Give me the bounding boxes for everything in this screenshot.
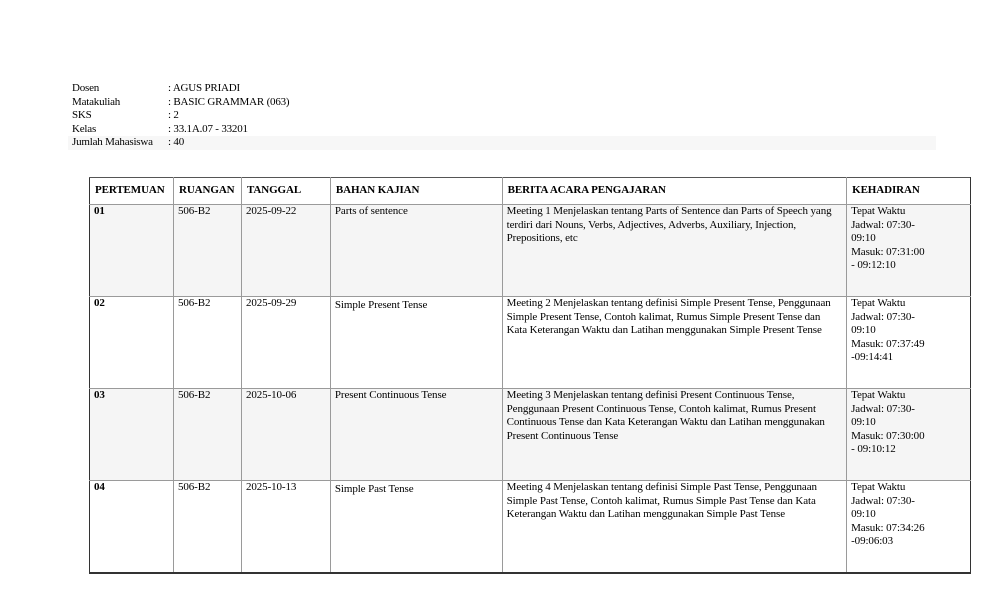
attendance-check-out: -09:06:03 <box>851 535 893 548</box>
attendance <box>847 205 971 297</box>
info-row-student-count <box>68 136 936 150</box>
teaching-report: Meeting 1 Menjelaskan tentang Parts of Sentence dan Parts of Speech yang terdiri dari Nouns, Verbs, Adjectives, Adverbs, Auxiliary, Injection, Prepositions, etc <box>502 205 846 297</box>
meeting-number: 02 <box>90 297 174 389</box>
attendance-schedule-end: 09:10 <box>851 324 876 337</box>
table-row <box>90 205 971 297</box>
attendance-check-in: Masuk: 07:34:26 <box>851 521 925 534</box>
header-report: BERITA ACARA PENGAJARAN <box>502 178 846 205</box>
topic: Parts of sentence <box>330 205 502 297</box>
info-value: : 2 <box>168 109 179 123</box>
attendance-check-out: - 09:12:10 <box>851 259 896 272</box>
table-header-row <box>90 178 971 205</box>
attendance-check-in: Masuk: 07:31:00 <box>851 245 925 258</box>
room: 506-B2 <box>173 205 241 297</box>
header-attendance: KEHADIRAN <box>847 178 971 205</box>
info-label: Matakuliah <box>72 95 121 108</box>
course-info <box>72 82 940 150</box>
attendance-schedule: Jadwal: 07:30- <box>851 402 915 415</box>
info-label: Kelas <box>72 122 97 135</box>
date: 2025-10-06 <box>241 389 330 481</box>
attendance-schedule-end: 09:10 <box>851 232 876 245</box>
info-value: : 40 <box>168 136 184 150</box>
info-row-credits <box>72 109 940 123</box>
attendance <box>847 389 971 481</box>
meeting-number: 03 <box>90 389 174 481</box>
attendance-schedule: Jadwal: 07:30- <box>851 310 915 323</box>
header-room: RUANGAN <box>173 178 241 205</box>
attendance-check-in: Masuk: 07:30:00 <box>851 429 925 442</box>
info-value: : AGUS PRIADI <box>168 82 240 96</box>
date: 2025-10-13 <box>241 481 330 573</box>
attendance-check-out: - 09:10:12 <box>851 443 896 456</box>
attendance-schedule-end: 09:10 <box>851 508 876 521</box>
header-meeting: PERTEMUAN <box>90 178 174 205</box>
table-row <box>90 389 971 481</box>
attendance-status: Tepat Waktu <box>851 297 906 309</box>
date: 2025-09-22 <box>241 205 330 297</box>
info-label: Dosen <box>72 82 100 94</box>
attendance-status: Tepat Waktu <box>851 389 906 401</box>
meeting-number: 04 <box>90 481 174 573</box>
room: 506-B2 <box>173 297 241 389</box>
attendance <box>847 297 971 389</box>
attendance-check-in: Masuk: 07:37:49 <box>851 337 925 350</box>
info-label: SKS <box>72 109 92 121</box>
topic <box>330 481 502 573</box>
attendance-status: Tepat Waktu <box>851 205 906 217</box>
header-topic: BAHAN KAJIAN <box>330 178 502 205</box>
header-date: TANGGAL <box>241 178 330 205</box>
teaching-report: Meeting 3 Menjelaskan tentang definisi Present Continuous Tense, Penggunaan Present Continuous Tense, Contoh kalimat, Rumus Present Continuous Tense dan Kata Keterangan Waktu dan Latihan menggunakan Present Continuous Tense <box>502 389 846 481</box>
attendance-schedule: Jadwal: 07:30- <box>851 218 915 231</box>
info-value: : 33.1A.07 - 33201 <box>168 123 248 137</box>
attendance-status: Tepat Waktu <box>851 481 906 493</box>
teaching-report: Meeting 4 Menjelaskan tentang definisi Simple Past Tense, Penggunaan Simple Past Tense, Contoh kalimat, Rumus Simple Past Tense dan Kata Keterangan Waktu dan Latihan menggunakan Simple Past Tense <box>502 481 846 573</box>
topic: Present Continuous Tense <box>330 389 502 481</box>
attendance-check-out: -09:14:41 <box>851 351 893 364</box>
room: 506-B2 <box>173 481 241 573</box>
info-row-lecturer <box>72 82 940 96</box>
topic-text: Simple Past Tense <box>334 483 414 495</box>
teaching-journal-table <box>89 177 971 574</box>
meeting-number: 01 <box>90 205 174 297</box>
date: 2025-09-29 <box>241 297 330 389</box>
topic-text: Simple Present Tense <box>334 299 428 311</box>
info-label: Jumlah Mahasiswa <box>72 136 153 148</box>
table-row <box>90 297 971 389</box>
attendance-schedule-end: 09:10 <box>851 416 876 429</box>
attendance-schedule: Jadwal: 07:30- <box>851 494 915 507</box>
room: 506-B2 <box>173 389 241 481</box>
info-row-course <box>72 96 940 110</box>
info-row-class <box>72 123 940 137</box>
table-row <box>90 481 971 573</box>
topic <box>330 297 502 389</box>
teaching-report: Meeting 2 Menjelaskan tentang definisi Simple Present Tense, Penggunaan Simple Present Tense, Contoh kalimat, Rumus Simple Present Tense dan Kata Keterangan Waktu dan Latihan menggunakan Simple Present Tense <box>502 297 846 389</box>
attendance <box>847 481 971 573</box>
info-value: : BASIC GRAMMAR (063) <box>168 96 289 110</box>
